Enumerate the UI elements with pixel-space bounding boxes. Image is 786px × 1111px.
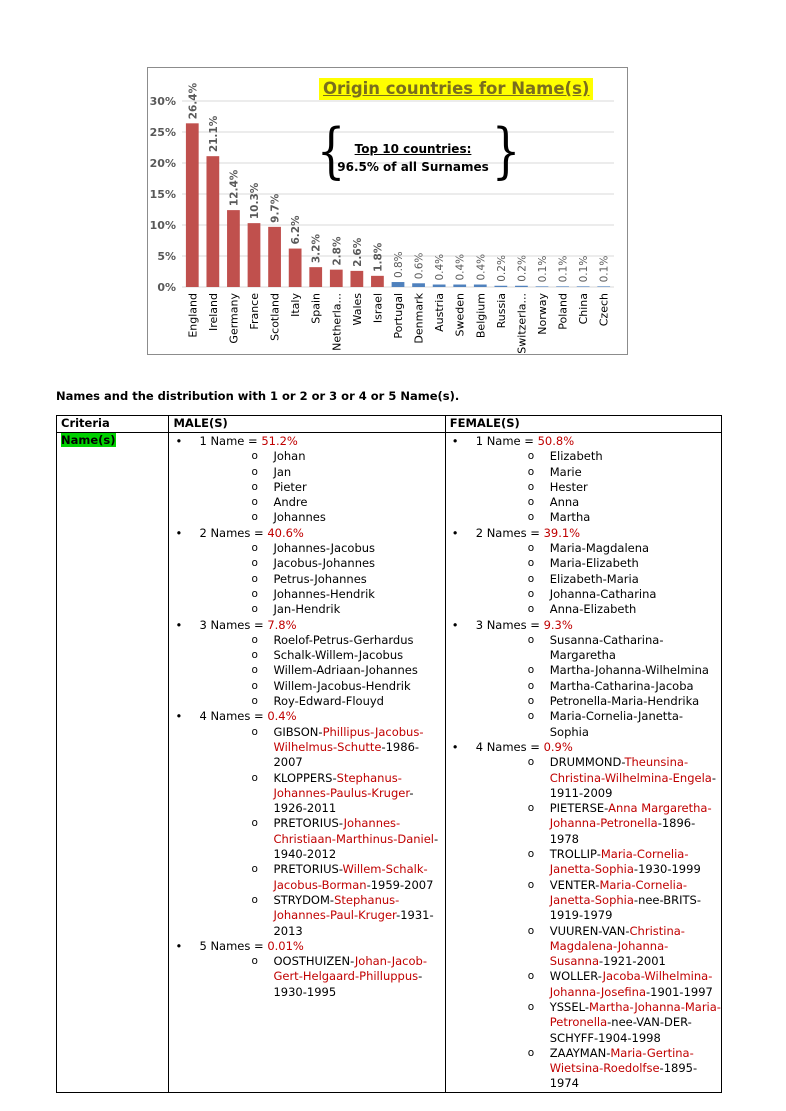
life-years: -1959-2007 <box>366 877 434 892</box>
category-label: Sweden <box>453 293 467 337</box>
name-list <box>476 633 721 740</box>
group-percentage: 0.9% <box>543 739 573 754</box>
list-item: o Hester <box>476 480 721 495</box>
data-label: 0.4% <box>454 253 467 281</box>
right-brace: } <box>491 116 521 186</box>
surname: TROLLIP- <box>549 847 601 862</box>
name-list <box>199 449 444 525</box>
list-item: o Jacobus-Johannes <box>199 556 444 571</box>
life-years: -1931-2013 <box>273 908 434 938</box>
given-names: Christina-Magdalena-Johanna-Susanna <box>549 923 685 969</box>
given-names: Stephanus-Johannes-Paul-Kruger <box>273 892 400 923</box>
life-years: -1901-1997 <box>646 984 713 999</box>
data-label: 12.4% <box>228 169 241 207</box>
header-male: MALE(S) <box>169 416 445 433</box>
bar <box>371 276 384 287</box>
header-criteria: Criteria <box>57 416 169 433</box>
bar <box>597 286 610 287</box>
annotation-line-1: Top 10 countries: <box>354 142 472 156</box>
bar <box>515 286 528 287</box>
data-label: 0.2% <box>495 255 508 282</box>
category-label: Czech <box>597 293 611 327</box>
category-label: Netherla... <box>330 293 344 351</box>
criteria-label: Name(s) <box>61 433 116 447</box>
female-cell <box>445 433 721 1093</box>
life-years: -1930-1995 <box>273 969 423 999</box>
life-years: -1940-2012 <box>273 831 439 862</box>
list-item: o Jan-Hendrik <box>199 602 444 617</box>
life-years: -1986-2007 <box>273 739 420 770</box>
category-label: France <box>248 293 261 330</box>
data-label: 0.4% <box>434 253 447 281</box>
data-label: 6.2% <box>290 215 303 245</box>
data-label: 10.3% <box>249 182 261 220</box>
list-item: o Petrus-Johannes <box>199 572 444 587</box>
list-item: o Anna-Elizabeth <box>476 602 721 617</box>
given-names: Willem-Schalk-Jacobus-Borman <box>273 862 428 892</box>
list-item: o Johannes-Hendrik <box>199 587 444 602</box>
category-label: Italy <box>289 293 303 317</box>
list-item: o Pieter <box>199 480 444 495</box>
list-item: o Petronella-Maria-Hendrika <box>476 694 721 709</box>
name-count-group <box>450 526 721 618</box>
life-years: -1921-2001 <box>599 954 666 969</box>
name-list <box>199 633 444 709</box>
category-label: Spain <box>309 293 323 324</box>
list-item <box>476 878 721 924</box>
list-item <box>199 816 444 862</box>
bar <box>350 271 363 287</box>
name-list <box>199 541 444 617</box>
bar <box>494 286 507 287</box>
given-names: Theunsina-Christina-Wilhelmina-Engela <box>549 755 712 785</box>
name-list <box>476 449 721 525</box>
given-names: Maria-Cornelia-Janetta-Sophia <box>549 877 688 907</box>
list-item: o Willem-Adriaan-Johannes <box>199 663 444 678</box>
y-tick-label: 30% <box>149 95 176 108</box>
data-label: 9.7% <box>269 193 282 223</box>
list-item <box>199 862 444 893</box>
names-table <box>56 415 722 1093</box>
header-female: FEMALE(S) <box>445 416 721 433</box>
category-label: Russia <box>494 293 508 329</box>
category-label: Switzerla... <box>515 293 529 354</box>
given-names: Johan-Jacob-Gert-Helgaard-Philluppus <box>273 954 427 984</box>
surname: GIBSON- <box>273 724 323 739</box>
data-label: 1.8% <box>372 242 385 272</box>
life-years: -1895-1974 <box>549 1061 698 1091</box>
bar <box>268 227 281 287</box>
list-item: o Jan <box>199 465 444 480</box>
bar <box>186 123 199 287</box>
list-item: o Martha-Catharina-Jacoba <box>476 679 721 694</box>
given-names: Maria-Cornelia-Janetta-Sophia <box>549 847 689 877</box>
life-years: -1930-1999 <box>633 862 701 877</box>
bar <box>474 285 487 287</box>
bar <box>248 223 261 287</box>
name-list <box>199 954 444 1000</box>
category-label: China <box>577 293 591 325</box>
given-names: Phillipus-Jacobus-Wilhelmus-Schutte <box>273 724 424 754</box>
list-item <box>476 847 721 878</box>
criteria-cell <box>57 433 169 1093</box>
male-cell <box>169 433 445 1093</box>
y-tick-label: 10% <box>149 219 176 232</box>
list-item <box>476 969 721 1000</box>
group-label: 1 Name = <box>199 434 262 448</box>
name-list <box>476 541 721 617</box>
data-label: 0.8% <box>393 251 405 279</box>
list-item: o Marie <box>476 465 721 480</box>
chart-annotation <box>333 140 493 176</box>
list-item: o Susanna-Catharina-Margaretha <box>476 633 721 664</box>
y-tick-label: 20% <box>149 157 176 170</box>
surname: PRETORIUS- <box>273 862 343 877</box>
list-item <box>199 954 444 1000</box>
list-item <box>476 924 721 970</box>
list-item: o Johannes <box>199 510 444 525</box>
y-tick-label: 0% <box>157 281 176 294</box>
surname: KLOPPERS- <box>273 770 337 785</box>
left-brace: { <box>316 116 346 186</box>
table-row <box>57 433 722 1093</box>
data-label: 0.1% <box>578 255 591 283</box>
data-label: 0.1% <box>537 255 549 283</box>
life-years: -1926-2011 <box>273 785 414 816</box>
group-label: 5 Names = <box>199 938 268 953</box>
list-item: o Johan <box>199 449 444 464</box>
data-label: 26.4% <box>187 82 200 120</box>
intro-text: Names and the distribution with 1 or 2 or 3 or 4 or 5 Name(s). <box>56 389 460 403</box>
data-label: 0.1% <box>557 255 570 283</box>
surname: PRETORIUS- <box>273 816 344 831</box>
bar <box>453 285 466 287</box>
given-names: Maria-Gertina-Wietsina-Roedolfse <box>549 1045 694 1076</box>
list-item: o Andre <box>199 495 444 510</box>
bar-chart <box>148 68 629 356</box>
group-label: 2 Names = <box>199 525 268 540</box>
bar <box>206 156 219 287</box>
surname: ZAAYMAN- <box>549 1045 611 1060</box>
category-label: Ireland <box>206 293 220 332</box>
group-label: 3 Names = <box>199 617 268 632</box>
group-percentage: 50.8% <box>537 434 575 448</box>
bar <box>392 282 405 287</box>
name-count-group <box>450 434 721 526</box>
list-item <box>199 771 444 817</box>
surname: DRUMMOND- <box>549 755 625 770</box>
group-label: 2 Names = <box>475 525 544 540</box>
list-item: o Martha-Johanna-Wilhelmina <box>476 663 721 678</box>
bar <box>412 283 425 287</box>
group-percentage: 0.4% <box>267 709 297 724</box>
table-header-row <box>57 416 722 433</box>
surname: VENTER- <box>549 877 600 892</box>
group-label: 4 Names = <box>199 709 268 724</box>
name-count-group <box>173 618 444 710</box>
group-percentage: 7.8% <box>267 617 297 632</box>
name-count-group <box>173 709 444 938</box>
list-item: o Johanna-Catharina <box>476 587 721 602</box>
life-years: -1896-1978 <box>549 816 696 846</box>
given-names: Martha-Johanna-Maria-Petronella <box>549 999 721 1030</box>
chart-container <box>147 67 628 355</box>
y-tick-label: 5% <box>157 250 176 263</box>
list-item: o Elizabeth <box>476 449 721 464</box>
category-label: Denmark <box>412 293 426 344</box>
category-label: Poland <box>556 293 570 330</box>
name-count-group <box>450 740 721 1092</box>
bar <box>289 249 302 287</box>
list-item: o Roelof-Petrus-Gerhardus <box>199 633 444 648</box>
bar <box>433 285 446 287</box>
surname: WOLLER- <box>549 969 603 984</box>
category-label: Portugal <box>392 293 405 339</box>
bar <box>536 286 549 287</box>
list-item: o Maria-Cornelia-Janetta-Sophia <box>476 709 721 740</box>
bar <box>227 210 240 287</box>
category-label: Scotland <box>268 293 282 341</box>
list-item <box>199 893 444 939</box>
data-label: 2.6% <box>351 237 364 267</box>
bar <box>330 270 343 287</box>
list-item: o Roy-Edward-Flouyd <box>199 694 444 709</box>
group-label: 1 Name = <box>475 434 538 448</box>
group-percentage: 9.3% <box>543 617 573 632</box>
list-item: o Willem-Jacobus-Hendrik <box>199 679 444 694</box>
surname: STRYDOM- <box>273 892 335 907</box>
list-item: o Maria-Elizabeth <box>476 556 721 571</box>
list-item: o Johannes-Jacobus <box>199 541 444 556</box>
group-label: 4 Names = <box>475 739 544 754</box>
data-label: 0.1% <box>598 255 611 283</box>
category-label: Wales <box>350 293 364 326</box>
list-item <box>476 1000 721 1046</box>
surname: OOSTHUIZEN- <box>273 954 355 969</box>
bar <box>556 286 569 287</box>
group-label: 3 Names = <box>475 617 544 632</box>
list-item <box>476 1046 721 1092</box>
list-item: o Maria-Magdalena <box>476 541 721 556</box>
life-years: -1911-2009 <box>549 770 716 800</box>
category-label: Norway <box>536 293 549 335</box>
data-label: 0.6% <box>413 252 426 280</box>
y-tick-label: 25% <box>149 126 176 139</box>
name-count-group <box>173 939 444 1000</box>
category-label: Austria <box>433 293 447 332</box>
category-label: England <box>186 293 200 338</box>
name-count-group <box>173 526 444 618</box>
given-names: Anna Margaretha-Johanna-Petronella <box>549 801 712 831</box>
name-count-group <box>450 618 721 740</box>
surname: VUUREN-VAN- <box>549 923 630 938</box>
data-label: 3.2% <box>310 234 323 264</box>
female-list <box>450 434 721 1092</box>
list-item <box>476 801 721 847</box>
surname: YSSEL- <box>549 999 589 1014</box>
life-years: -nee-VAN-DER-SCHYFF-1904-1998 <box>549 1015 692 1045</box>
list-item <box>476 755 721 801</box>
name-count-group <box>173 434 444 526</box>
name-list <box>476 755 721 1092</box>
given-names: Johannes-Christiaan-Marthinus-Daniel <box>273 816 435 846</box>
bar <box>309 267 322 287</box>
list-item: o Martha <box>476 510 721 525</box>
given-names: Stephanus-Johannes-Paulus-Kruger <box>273 770 410 800</box>
list-item <box>199 725 444 771</box>
list-item: o Anna <box>476 495 721 510</box>
category-label: Israel <box>371 293 385 324</box>
list-item: o Elizabeth-Maria <box>476 572 721 587</box>
bar <box>577 286 590 287</box>
chart-title: Origin countries for Name(s) <box>319 78 593 100</box>
name-list <box>199 725 444 939</box>
given-names: Jacoba-Wilhelmina-Johanna-Josefina <box>549 969 713 999</box>
group-percentage: 51.2% <box>261 434 298 448</box>
data-label: 2.8% <box>331 236 344 266</box>
category-label: Germany <box>227 293 241 344</box>
list-item: o Schalk-Willem-Jacobus <box>199 648 444 663</box>
data-label: 0.4% <box>475 253 488 281</box>
data-label: 0.2% <box>516 255 529 282</box>
male-list <box>173 434 444 1000</box>
annotation-line-2: 96.5% of all Surnames <box>337 160 489 174</box>
group-percentage: 0.01% <box>267 938 304 953</box>
group-percentage: 39.1% <box>543 525 581 540</box>
data-label: 21.1% <box>207 115 220 153</box>
group-percentage: 40.6% <box>267 525 304 540</box>
surname: PIETERSE- <box>549 801 609 816</box>
life-years: -nee-BRITS-1919-1979 <box>549 892 701 923</box>
category-label: Belgium <box>474 293 488 339</box>
y-tick-label: 15% <box>149 188 176 201</box>
